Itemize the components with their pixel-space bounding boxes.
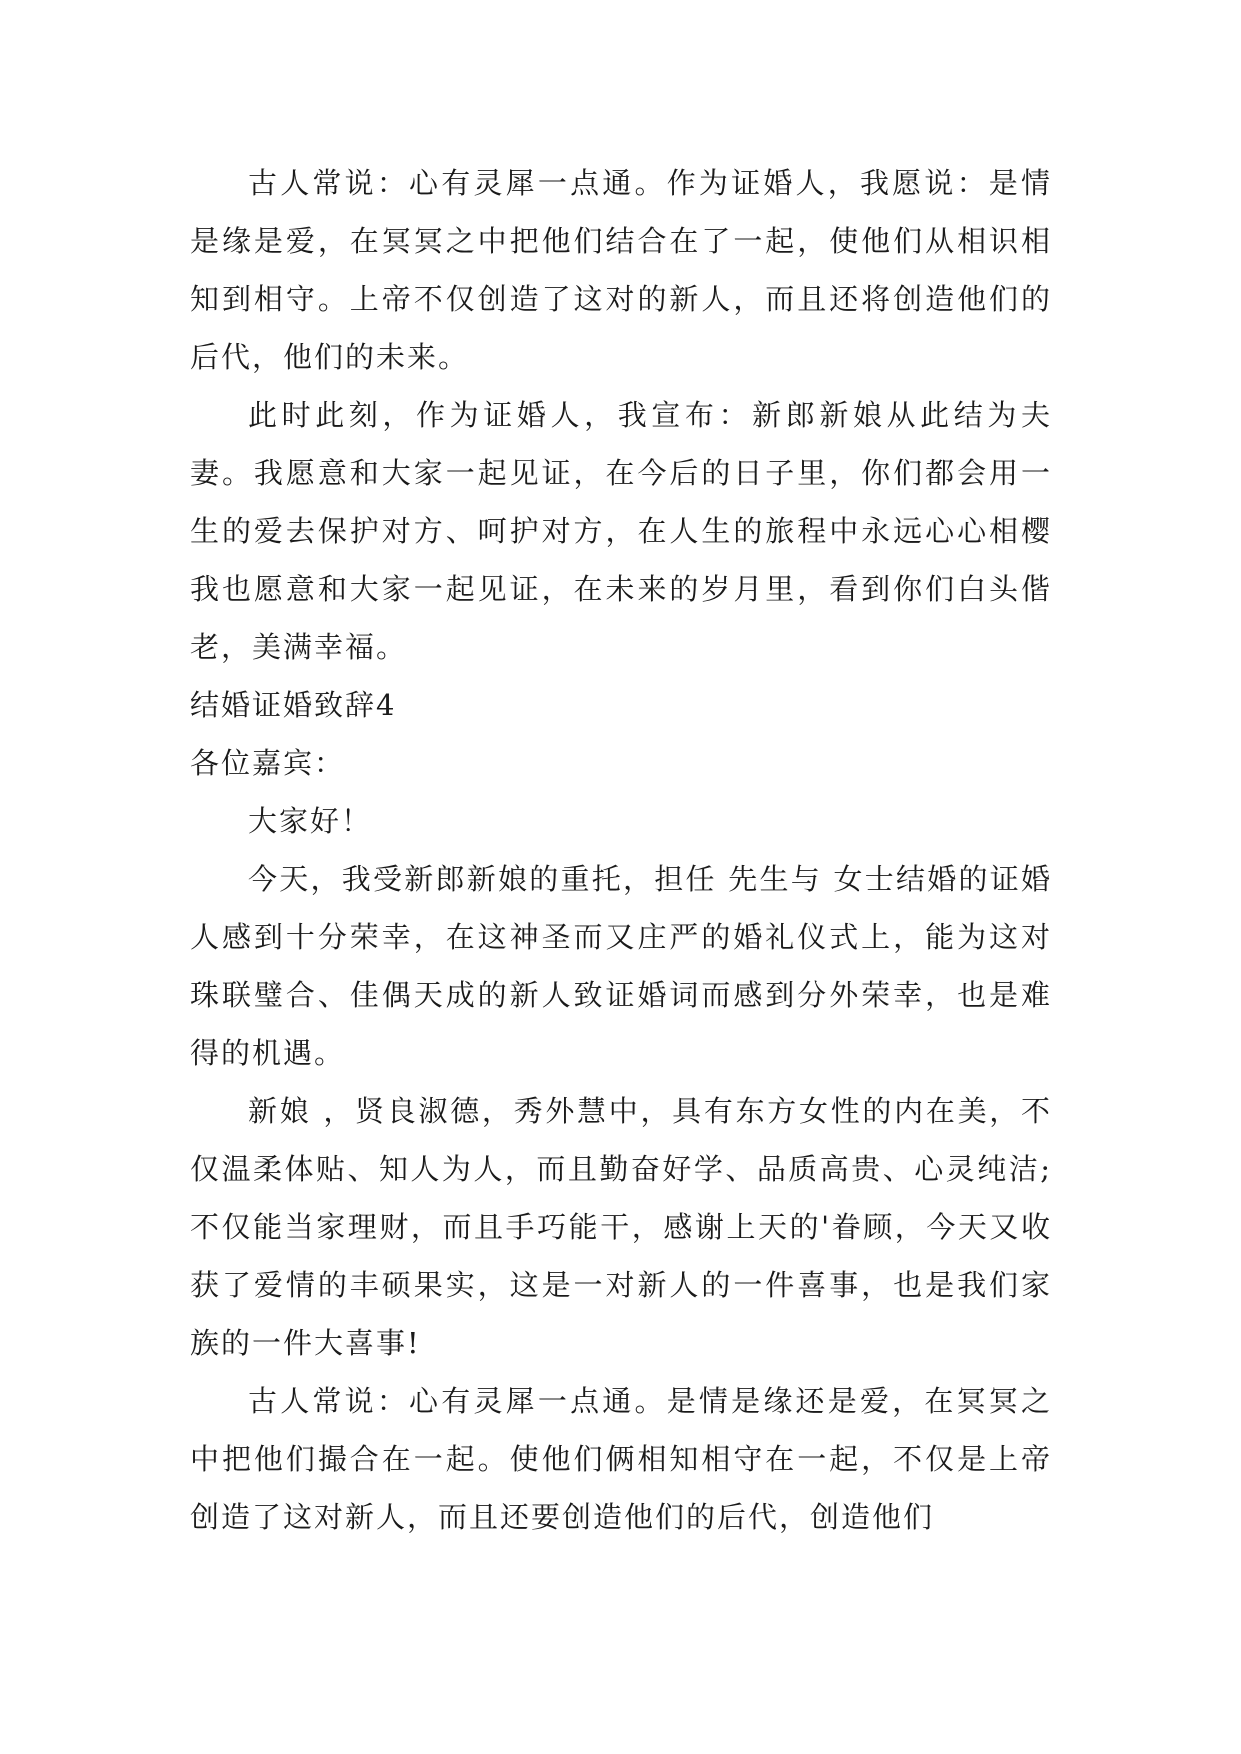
paragraph-4: 新娘 ，贤良淑德，秀外慧中，具有东方女性的内在美，不仅温柔体贴、知人为人，而且勤奋好学、品质高贵、心灵纯洁;不仅能当家理财，而且手巧能干，感谢上天的'眷顾，今天又收获了爱情的丰硕果实，这是一对新人的一件喜事，也是我们家族的一件大喜事!	[190, 1094, 1052, 1360]
paragraph-5: 古人常说：心有灵犀一点通。是情是缘还是爱，在冥冥之中把他们撮合在一起。使他们俩相知相守在一起，不仅是上帝创造了这对新人，而且还要创造他们的后代，创造他们	[190, 1384, 1052, 1534]
paragraph-2: 此时此刻，作为证婚人，我宣布：新郎新娘从此结为夫妻。我愿意和大家一起见证，在今后的日子里，你们都会用一生的爱去保护对方、呵护对方，在人生的旅程中永远心心相樱我也愿意和大家一起见证，在未来的岁月里，看到你们白头偕老，美满幸福。	[190, 398, 1052, 664]
section-heading: 结婚证婚致辞4	[190, 688, 397, 722]
salutation: 各位嘉宾：	[190, 746, 346, 780]
paragraph-1: 古人常说：心有灵犀一点通。作为证婚人，我愿说：是情是缘是爱，在冥冥之中把他们结合在了一起，使他们从相识相知到相守。上帝不仅创造了这对的新人，而且还将创造他们的后代，他们的未来。	[190, 166, 1052, 374]
greeting: 大家好！	[248, 804, 373, 838]
paragraph-3: 今天，我受新郎新娘的重托，担任 先生与 女士结婚的证婚人感到十分荣幸，在这神圣而又庄严的婚礼仪式上，能为这对珠联璧合、佳偶天成的新人致证婚词而感到分外荣幸，也是难得的机遇。	[190, 862, 1052, 1070]
document-body	[190, 154, 1052, 1546]
